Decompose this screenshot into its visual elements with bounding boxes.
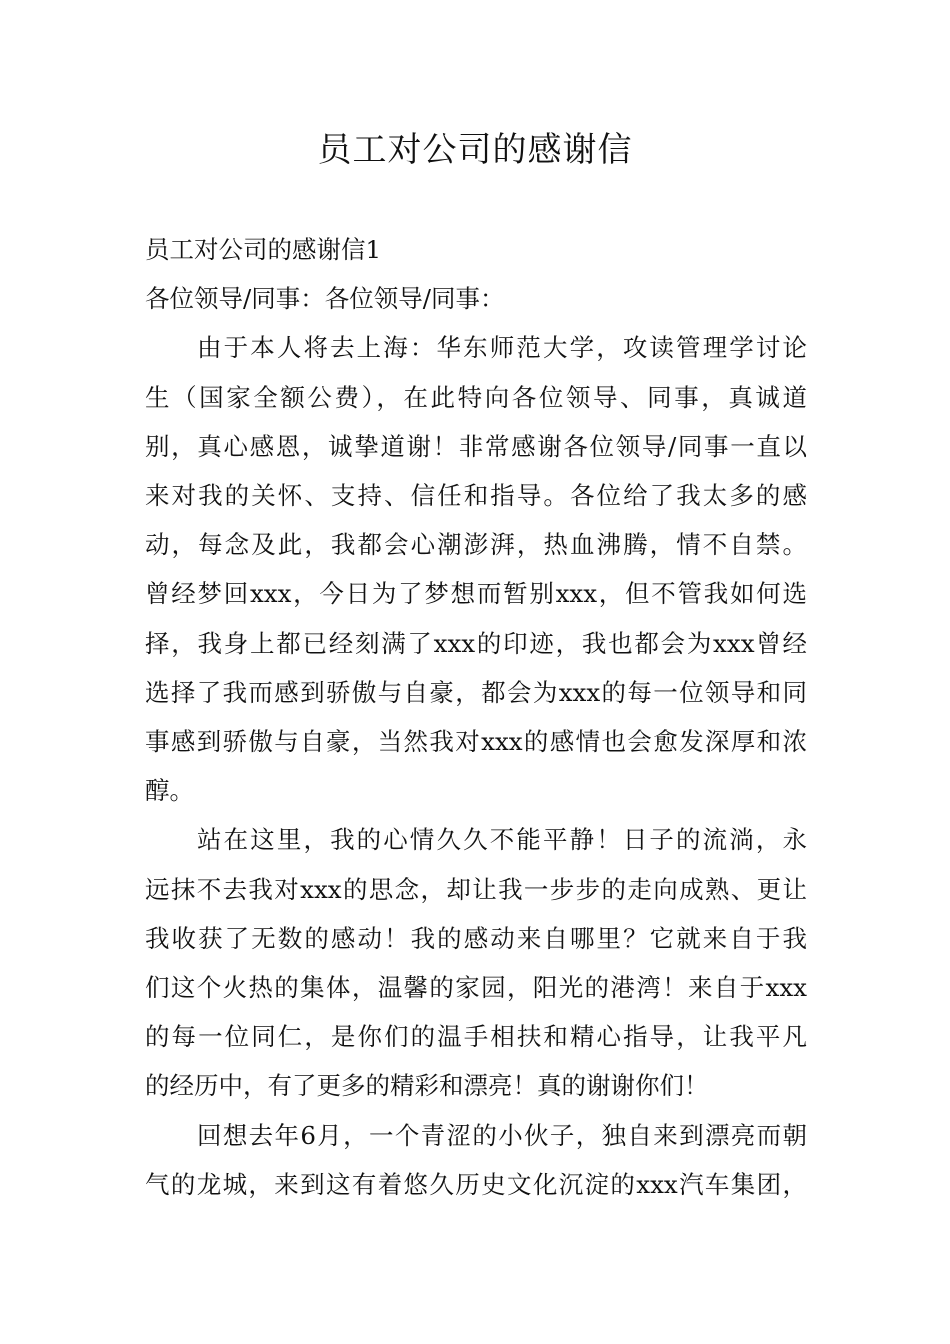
paragraph-line: 由于本人将去上海：华东师范大学，攻读管理学讨论 <box>197 333 807 363</box>
paragraph-line: 远抹不去我对xxx的思念，却让我一步步的走向成熟、更让 <box>145 874 807 904</box>
paragraph-line: 来对我的关怀、支持、信任和指导。各位给了我太多的感 <box>145 481 807 511</box>
paragraph-line: 择，我身上都已经刻满了xxx的印迹，我也都会为xxx曾经 <box>145 628 807 658</box>
paragraph-line: 动，每念及此，我都会心潮澎湃，热血沸腾，情不自禁。 <box>145 530 807 560</box>
section-heading: 员工对公司的感谢信1 <box>145 235 382 264</box>
salutation: 各位领导/同事：各位领导/同事： <box>145 284 505 314</box>
paragraph-line: 曾经梦回xxx，今日为了梦想而暂别xxx，但不管我如何选 <box>145 579 807 609</box>
paragraph-line: 站在这里，我的心情久久不能平静！日子的流淌，永 <box>197 825 807 855</box>
paragraph-line: 的每一位同仁，是你们的温手相扶和精心指导，让我平凡 <box>145 1022 807 1052</box>
paragraph-line: 事感到骄傲与自豪，当然我对xxx的感情也会愈发深厚和浓 <box>145 727 807 757</box>
document-body <box>145 225 807 1209</box>
paragraph-line: 醇。 <box>145 776 194 806</box>
paragraph-line: 选择了我而感到骄傲与自豪，都会为xxx的每一位领导和同 <box>145 677 807 707</box>
paragraph-line: 别，真心感恩，诚挚道谢！非常感谢各位领导/同事一直以 <box>145 431 807 461</box>
paragraph-line: 们这个火热的集体，温馨的家园，阳光的港湾！来自于xxx <box>145 973 807 1003</box>
paragraph-line: 我收获了无数的感动！我的感动来自哪里？它就来自于我 <box>145 923 807 953</box>
paragraph-line: 回想去年6月，一个青涩的小伙子，独自来到漂亮而朝 <box>197 1120 807 1150</box>
paragraph-line: 的经历中，有了更多的精彩和漂亮！真的谢谢你们！ <box>145 1071 709 1101</box>
paragraph-line: 气的龙城，来到这有着悠久历史文化沉淀的xxx汽车集团， <box>145 1169 807 1199</box>
document-title: 员工对公司的感谢信 <box>317 130 633 170</box>
paragraph-line: 生（国家全额公费），在此特向各位领导、同事，真诚道 <box>145 382 807 412</box>
